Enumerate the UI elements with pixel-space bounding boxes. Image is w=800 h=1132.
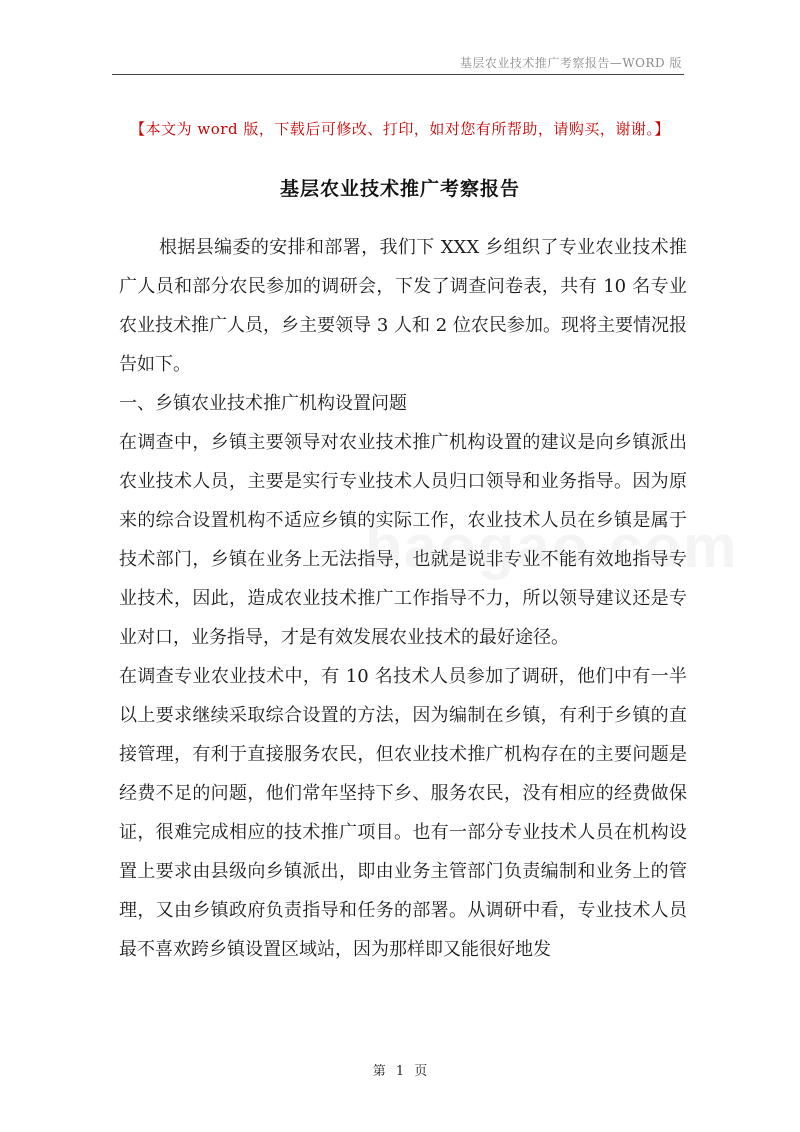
- document-title: 基层农业技术推广考察报告: [279, 178, 520, 200]
- intro-paragraph: 根据县编委的安排和部署，我们下 XXX 乡组织了专业农业技术推广人员和部分农民参加的调研会，下发了调查问卷表，共有 10 名专业农业技术推广人员，乡主要领导 3 人和 2 位农民参加。现将主要情况报告如下。: [119, 237, 687, 375]
- body-paragraph: 在调查专业农业技术中，有 10 名技术人员参加了调研，他们中有一半以上要求继续采取综合设置的方法，因为编制在乡镇，有利于乡镇的直接管理，有利于直接服务农民，但农业技术推广机构存在的主要问题是经费不足的问题，他们常年坚持下乡、服务农民，没有相应的经费做保证，很难完成相应的技术推广项目。也有一部分专业技术人员在机构设置上要求由县级向乡镇派出，即由业务主管部门负责编制和业务上的管理，又由乡镇政府负责指导和任务的部署。从调研中看，专业技术人员最不喜欢跨乡镇设置区域站，因为那样即又能很好地发: [119, 666, 687, 960]
- section-heading: 一、乡镇农业技术推广机构设置问题: [119, 393, 407, 414]
- page-footer: [0, 1060, 800, 1079]
- page-label-suffix: 页: [414, 1064, 428, 1079]
- purchase-notice: 【本文为 word 版，下载后可修改、打印，如对您有所帮助，请购买，谢谢。】: [130, 120, 670, 138]
- body-paragraph: 在调查中，乡镇主要领导对农业技术推广机构设置的建议是向乡镇派出农业技术人员，主要是实行专业技术人员归口领导和业务指导。因为原来的综合设置机构不适应乡镇的实际工作，农业技术人员在乡镇是属于技术部门，乡镇在业务上无法指导，也就是说非专业不能有效地指导专业技术，因此，造成农业技术推广工作指导不力，所以领导建议还是专业对口，业务指导，才是有效发展农业技术的最好途径。: [119, 432, 687, 648]
- page-number: 1: [395, 1064, 405, 1079]
- running-header-title: 基层农业技术推广考察报告—WORD 版: [459, 56, 682, 70]
- document-body: [119, 228, 687, 969]
- page-header: [112, 52, 684, 75]
- page-label-prefix: 第: [372, 1064, 386, 1079]
